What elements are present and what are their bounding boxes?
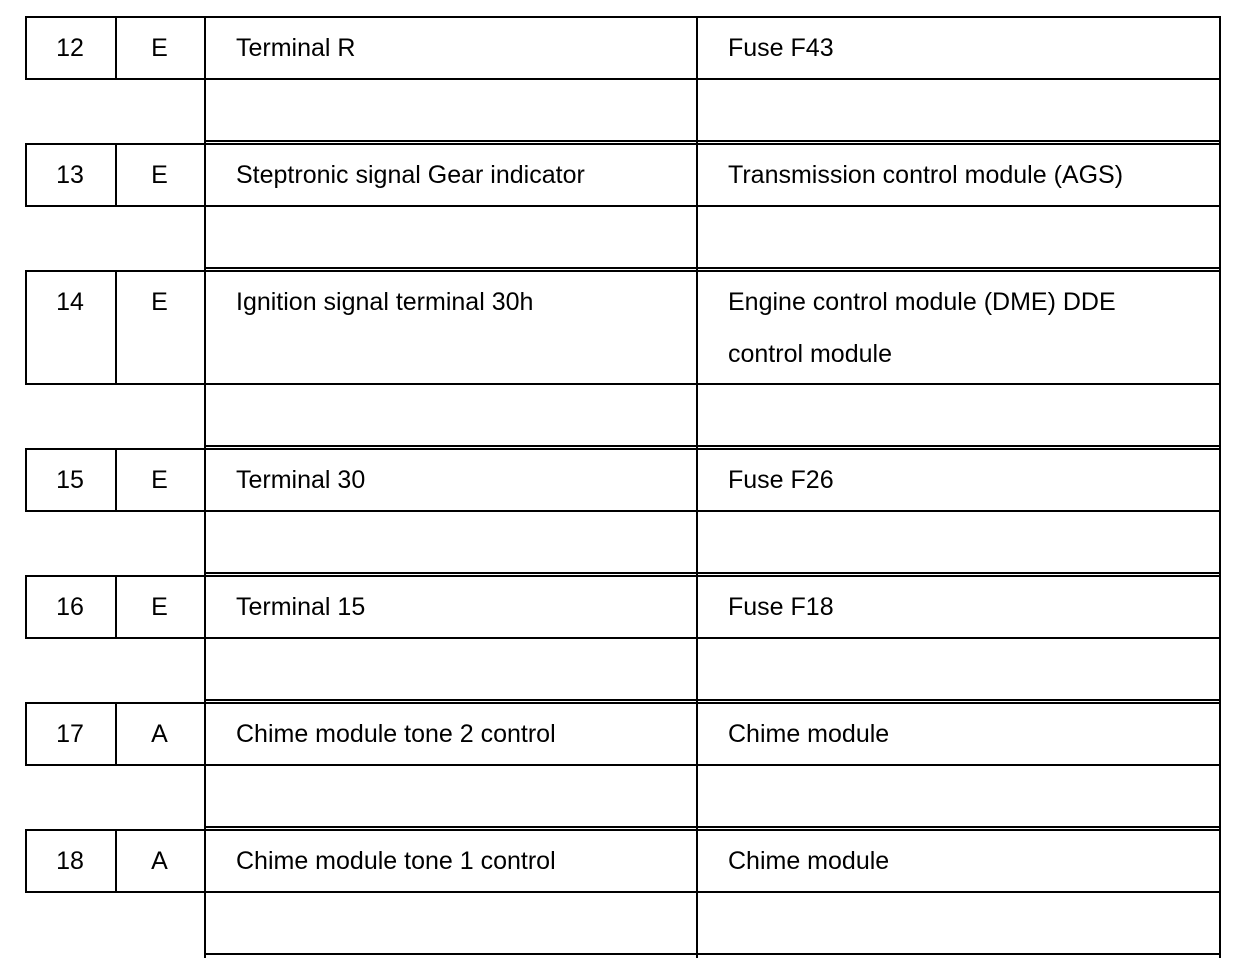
- connection-target: Fuse F43: [728, 34, 834, 62]
- connection-target: Chime module: [728, 720, 890, 748]
- signal-type: E: [151, 161, 168, 189]
- spacer-bottom-border: [204, 826, 1221, 828]
- pin-number: 13: [56, 161, 84, 189]
- spacer-bottom-border: [204, 267, 1221, 269]
- table-right-border: [1219, 16, 1221, 958]
- description-left-border: [204, 16, 206, 958]
- connection-target: Chime module: [728, 847, 890, 875]
- spacer-bottom-border: [204, 572, 1221, 574]
- pin-number: 18: [56, 847, 84, 875]
- connection-target: Fuse F26: [728, 466, 834, 494]
- signal-type: E: [151, 593, 168, 621]
- signal-type: E: [151, 288, 168, 316]
- connection-left-border: [696, 16, 698, 958]
- signal-type: E: [151, 466, 168, 494]
- pin-number: 14: [56, 288, 84, 316]
- spacer-bottom-border: [204, 699, 1221, 701]
- pin-number: 15: [56, 466, 84, 494]
- connection-target: Fuse F18: [728, 593, 834, 621]
- connection-target: Transmission control module (AGS): [728, 161, 1124, 189]
- spacer-bottom-border: [204, 953, 1221, 955]
- signal-description: Chime module tone 1 control: [236, 847, 556, 875]
- signal-type: A: [151, 847, 168, 875]
- pin-number: 17: [56, 720, 84, 748]
- spacer-bottom-border: [204, 140, 1221, 142]
- signal-type: A: [151, 720, 168, 748]
- signal-description: Terminal R: [236, 34, 356, 62]
- signal-description: Chime module tone 2 control: [236, 720, 556, 748]
- signal-description: Ignition signal terminal 30h: [236, 288, 534, 316]
- pin-number: 16: [56, 593, 84, 621]
- connection-target: Engine control module (DME) DDE control module: [728, 288, 1116, 368]
- signal-description: Terminal 15: [236, 593, 366, 621]
- signal-description: Terminal 30: [236, 466, 366, 494]
- signal-description: Steptronic signal Gear indicator: [236, 161, 585, 189]
- spacer-bottom-border: [204, 445, 1221, 447]
- signal-type: E: [151, 34, 168, 62]
- pin-number: 12: [56, 34, 84, 62]
